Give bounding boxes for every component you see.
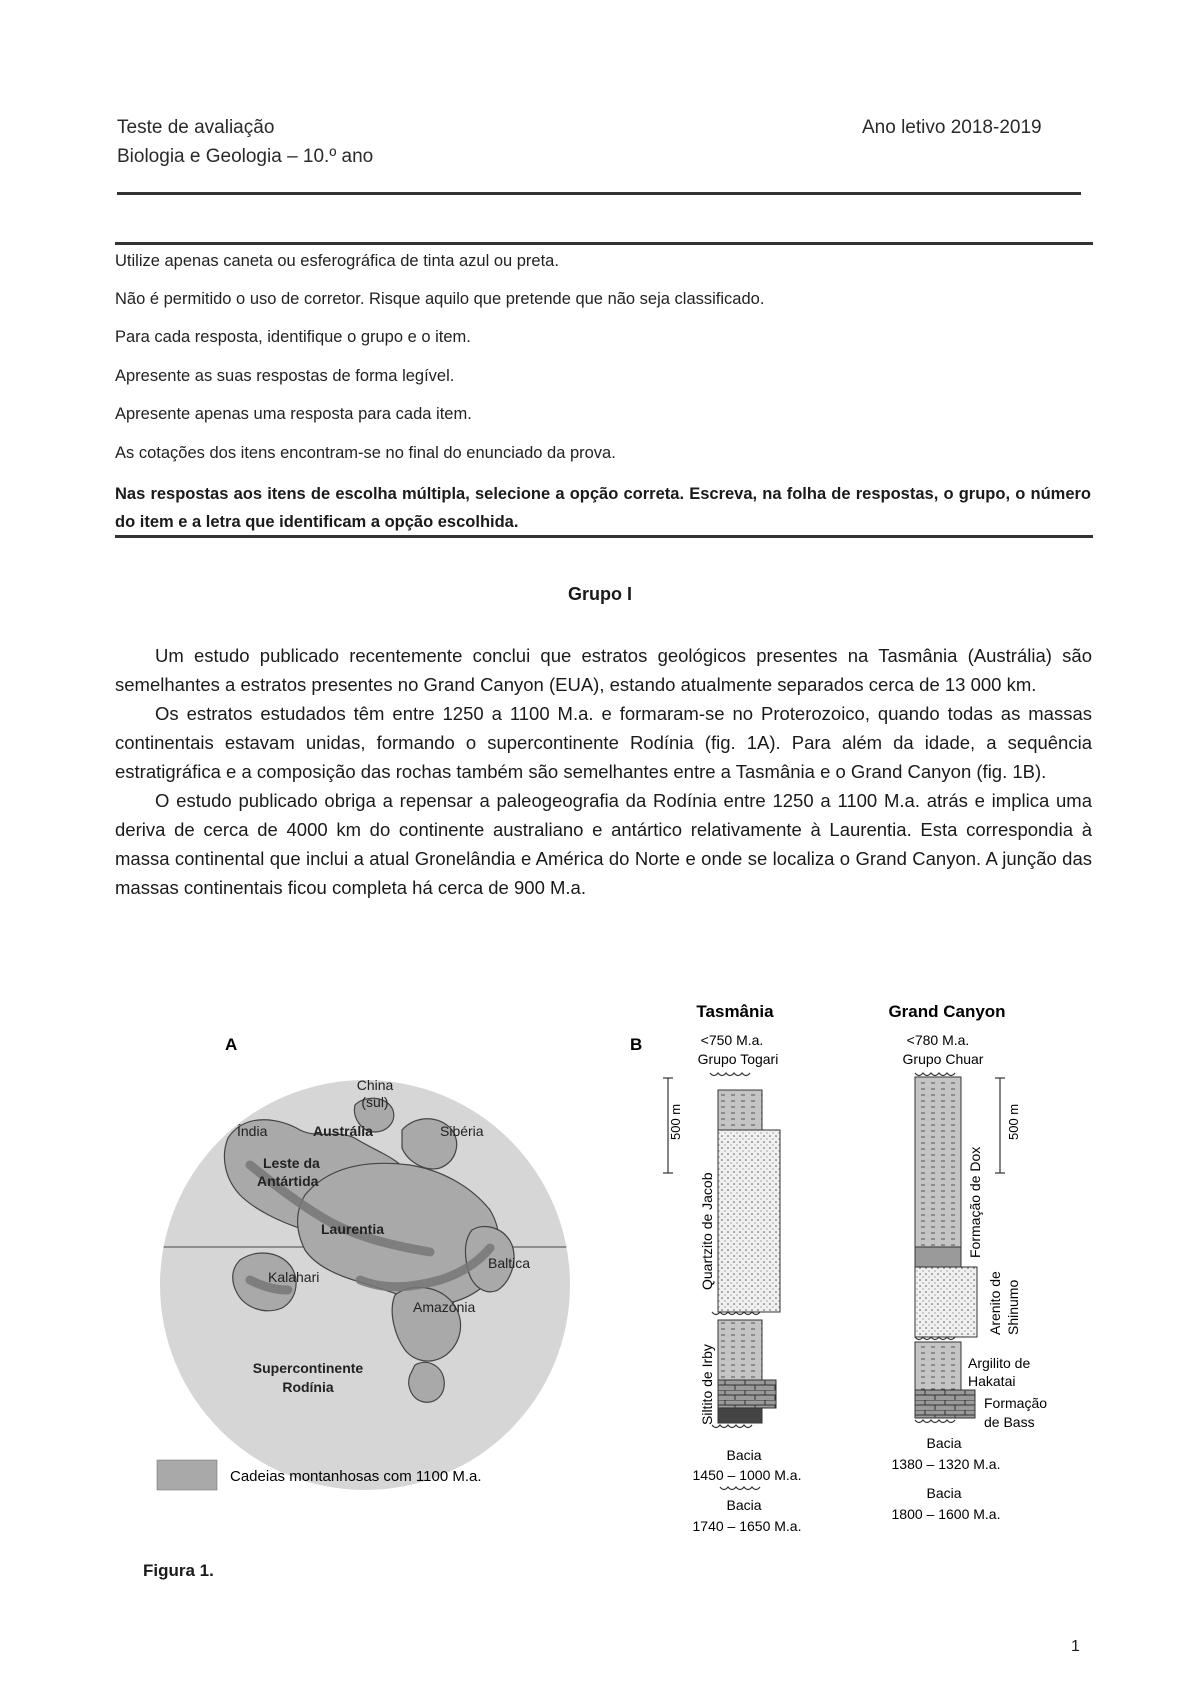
label-australia: Austrália bbox=[313, 1123, 373, 1139]
tasmania-top-age: <750 M.a. bbox=[700, 1032, 764, 1048]
label-kalahari: Kalahari bbox=[268, 1269, 320, 1285]
instruction-4: Apresente as suas respostas de forma legível. bbox=[115, 367, 455, 385]
grand-canyon-basin2-age: 1800 – 1600 M.a. bbox=[891, 1506, 1001, 1522]
instructions-top-rule bbox=[115, 242, 1093, 245]
grand-canyon-shinumo-sandstone bbox=[915, 1267, 977, 1337]
page-number: 1 bbox=[1071, 1638, 1080, 1655]
grand-canyon-hakatai-1: Argilito de bbox=[968, 1355, 1031, 1371]
figure-1 bbox=[0, 990, 1200, 1610]
tasmania-title: Tasmânia bbox=[696, 1002, 774, 1021]
grand-canyon-shinumo-1: Arenito de bbox=[987, 1271, 1003, 1335]
grand-canyon-hakatai-shale bbox=[915, 1342, 961, 1390]
tasmania-basin1-name: Bacia bbox=[726, 1447, 762, 1463]
grand-canyon-column bbox=[888, 1002, 1047, 1522]
tasmania-scale: 500 m bbox=[668, 1103, 683, 1140]
label-china: China bbox=[356, 1077, 394, 1093]
grand-canyon-title: Grand Canyon bbox=[888, 1002, 1006, 1021]
grand-canyon-bass-2: de Bass bbox=[984, 1414, 1035, 1430]
instruction-6: As cotações dos itens encontram-se no final do enunciado da prova. bbox=[115, 444, 616, 462]
rodinia-globe bbox=[150, 1077, 580, 1490]
grand-canyon-top-age: <780 M.a. bbox=[906, 1032, 970, 1048]
tasmania-unit-jacob: Quartzito de Jacob bbox=[699, 1172, 715, 1290]
label-rodinia: Rodínia bbox=[282, 1379, 334, 1395]
header-school-year: Ano letivo 2018-2019 bbox=[862, 117, 1042, 138]
grand-canyon-unit-dox: Formação de Dox bbox=[967, 1146, 983, 1258]
label-india: Índia bbox=[237, 1123, 268, 1139]
figure-caption: Figura 1. bbox=[143, 1561, 214, 1580]
panel-b-label: B bbox=[630, 1035, 643, 1054]
paragraph-1: Um estudo publicado recentemente conclui que estratos geológicos presentes na Tasmânia (Austrália) são semelhantes a estratos presentes no Grand Canyon (EUA), estando atualmente separados cerca de 13 000 km. bbox=[115, 645, 1092, 695]
instruction-2: Não é permitido o uso de corretor. Risque aquilo que pretende que não seja classificado. bbox=[115, 290, 765, 308]
instruction-5: Apresente apenas uma resposta para cada item. bbox=[115, 405, 472, 423]
instructions-bottom-rule bbox=[115, 535, 1093, 538]
label-amazonia: Amazónia bbox=[413, 1299, 476, 1315]
grand-canyon-basin1-name: Bacia bbox=[926, 1435, 962, 1451]
label-baltica: Baltica bbox=[488, 1255, 531, 1271]
group-title: Grupo I bbox=[568, 584, 632, 604]
paragraph-2: Os estratos estudados têm entre 1250 a 1100 M.a. e formaram-se no Proterozoico, quando todas as massas continentais estavam unidas, formando o supercontinente Rodínia (fig. 1A). Para além da idade, a sequência estratigráfica e a composição das rochas também são semelhantes entre a Tasmânia e o Grand Canyon (fig. 1B). bbox=[115, 703, 1092, 782]
tasmania-irby-siltstone bbox=[718, 1320, 762, 1380]
tasmania-jacob-quartzite bbox=[718, 1130, 780, 1312]
tasmania-togari-strata bbox=[718, 1090, 762, 1130]
grand-canyon-basin1-age: 1380 – 1320 M.a. bbox=[891, 1456, 1001, 1472]
instruction-3: Para cada resposta, identifique o grupo e o item. bbox=[115, 328, 471, 346]
header-rule bbox=[117, 192, 1081, 195]
legend-swatch bbox=[157, 1460, 217, 1490]
tasmania-column bbox=[663, 1002, 801, 1534]
grand-canyon-hakatai-2: Hakatai bbox=[968, 1373, 1016, 1389]
grand-canyon-scale: 500 m bbox=[1006, 1103, 1021, 1140]
tasmania-basin1-age: 1450 – 1000 M.a. bbox=[692, 1467, 802, 1483]
tasmania-carbonate bbox=[718, 1380, 776, 1408]
tasmania-unit-irby: Siltito de Irby bbox=[699, 1344, 715, 1425]
continent-fragment bbox=[409, 1362, 444, 1402]
header-title: Teste de avaliação bbox=[117, 117, 275, 138]
panel-a-label: A bbox=[225, 1035, 238, 1054]
tasmania-top-group: Grupo Togari bbox=[697, 1051, 779, 1067]
grand-canyon-bass-formation bbox=[915, 1390, 975, 1418]
instruction-1: Utilize apenas caneta ou esferográfica de tinta azul ou preta. bbox=[115, 252, 559, 270]
tasmania-basin2-name: Bacia bbox=[726, 1497, 762, 1513]
grand-canyon-bass-1: Formação bbox=[984, 1395, 1048, 1411]
label-china-sul: (sul) bbox=[361, 1094, 389, 1110]
label-laurentia: Laurentia bbox=[321, 1221, 385, 1237]
grand-canyon-top-group: Grupo Chuar bbox=[902, 1051, 984, 1067]
grand-canyon-basin2-name: Bacia bbox=[926, 1485, 962, 1501]
label-east-antarctica-1: Leste da bbox=[263, 1155, 320, 1171]
tasmania-basal bbox=[718, 1408, 762, 1423]
label-supercontinent: Supercontinente bbox=[252, 1360, 364, 1376]
tasmania-basin2-age: 1740 – 1650 M.a. bbox=[692, 1518, 802, 1534]
instruction-bold: Nas respostas aos itens de escolha múltipla, selecione a opção correta. Escreva, na folha de respostas, o grupo, o número do item e a letra que identificam a opção escolhida. bbox=[115, 485, 1091, 531]
header-subtitle: Biologia e Geologia – 10.º ano bbox=[117, 146, 374, 167]
grand-canyon-shinumo-2: Shinumo bbox=[1005, 1279, 1021, 1335]
label-siberia: Sibéria bbox=[440, 1123, 484, 1139]
grand-canyon-transition bbox=[915, 1247, 961, 1267]
paragraph-3: O estudo publicado obriga a repensar a paleogeografia da Rodínia entre 1250 a 1100 M.a. atrás e implica uma deriva de cerca de 4000 km do continente australiano e antártico relativamente à Laurentia. Esta correspondia à massa continental que inclui a atual Gronelândia e América do Norte e onde se localiza o Grand Canyon. A junção das massas continentais ficou completa há cerca de 900 M.a. bbox=[115, 790, 1092, 898]
label-east-antarctica-2: Antártida bbox=[257, 1173, 319, 1189]
text-body bbox=[115, 641, 1092, 902]
legend-text: Cadeias montanhosas com 1100 M.a. bbox=[230, 1468, 482, 1485]
